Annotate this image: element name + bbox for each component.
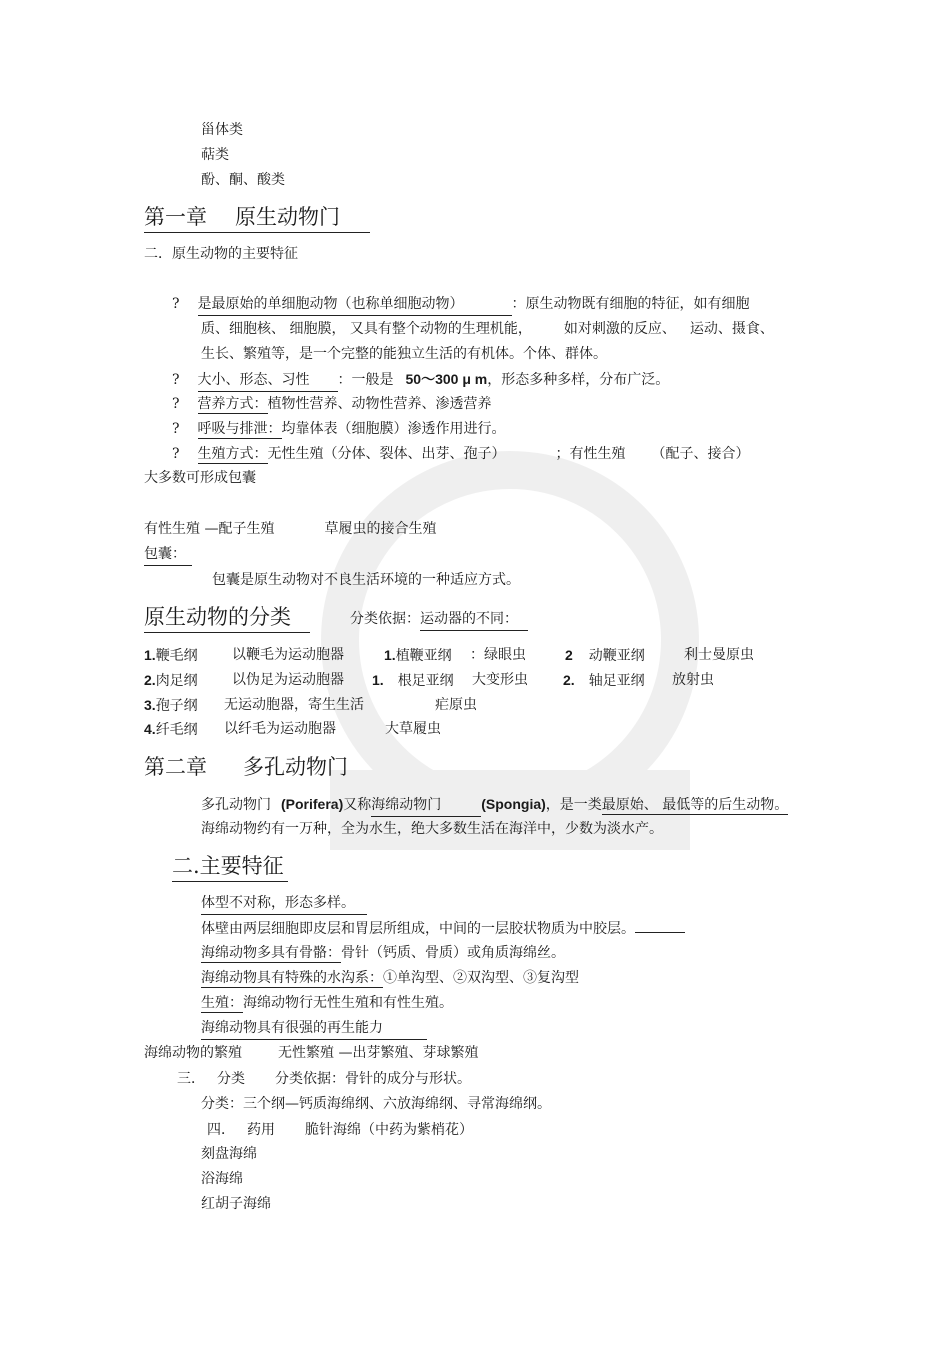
- intro-item: 甾体类: [201, 122, 243, 138]
- example: 放射虫: [672, 672, 714, 688]
- chapter-name: 原生动物门: [235, 205, 340, 229]
- bullet-item: ? 生殖方式：无性生殖（分体、裂体、出芽、孢子） ；有性生殖 （配子、接合）: [172, 446, 750, 462]
- bullet-mark: ?: [172, 372, 180, 388]
- bullet-item: ? 大小、形态、习性 ：一般是 50～300 μ m，形态多种多样，分布广泛。: [172, 369, 669, 392]
- paragraph-line: 生长、繁殖等，是一个完整的能独立生活的有机体。个体、群体。: [201, 346, 607, 362]
- feature-item: 体型不对称，形态多样。: [201, 893, 367, 915]
- chapter-2-intro: 多孔动物门 (Porifera)又称海绵动物门 (Spongia)，是一类最原始、 最低等的后生动物。: [201, 794, 788, 817]
- subclass-1: 1. 根足亚纲: [372, 672, 454, 689]
- class-description: 无运动胞器，寄生生活: [224, 697, 364, 713]
- bullet-item: ? 呼吸与排泄：均靠体表（细胞膜）渗透作用进行。: [172, 421, 506, 437]
- chapter-1-title: [144, 203, 370, 233]
- class-description: 以伪足为运动胞器: [232, 672, 344, 688]
- section-3-heading: 三． 分类 分类依据：骨针的成分与形状。: [177, 1071, 471, 1087]
- size-range: 50～300 μ m: [405, 371, 488, 387]
- classification-row: 3.孢子纲: [144, 697, 198, 714]
- classification-row: 4.纤毛纲: [144, 721, 198, 738]
- chapter-name: 多孔动物门: [243, 755, 348, 779]
- bullet-mark: ?: [172, 421, 180, 437]
- section-4-heading: 四． 药用 脆针海绵（中药为紫梢花）: [207, 1122, 473, 1138]
- subclass-1: 1.植鞭亚纲: [384, 647, 452, 664]
- bullet-mark: ?: [172, 296, 180, 312]
- classification-row: 2.肉足纲: [144, 672, 198, 689]
- feature-item: 海绵动物具有很强的再生能力: [201, 1018, 427, 1040]
- bullet-mark: ?: [172, 396, 180, 412]
- paragraph-line: 质、细胞核、 细胞膜， 又具有整个动物的生理机能， 如对刺激的反应、 运动、摄食、: [201, 321, 774, 337]
- bullet-item: ? 营养方式：植物性营养、动物性营养、渗透营养: [172, 396, 492, 412]
- reproduction-line: 海绵动物的繁殖 无性繁殖 —出芽繁殖、芽球繁殖: [144, 1045, 479, 1061]
- term: 呼吸与排泄：: [197, 421, 282, 437]
- subclass-2: 2. 轴足亚纲: [563, 672, 645, 689]
- feature-item: 生殖：海绵动物行无性生殖和有性生殖。: [201, 995, 453, 1011]
- paragraph-line: 海绵动物约有一万种，全为水生，绝大多数生活在海洋中，少数为淡水产。: [201, 821, 663, 837]
- features-title: 二.主要特征: [172, 852, 288, 882]
- drug-item: 浴海绵: [201, 1171, 243, 1187]
- intro-item: 萜类: [201, 147, 229, 163]
- definition: ：原生动物既有细胞的特征，如有细胞: [511, 296, 750, 312]
- example: 大变形虫: [472, 672, 528, 688]
- example: 大草履虫: [385, 721, 441, 737]
- term: 营养方式：: [197, 396, 268, 412]
- bullet-item: [172, 294, 750, 316]
- drug-item: 刻盘海绵: [201, 1146, 257, 1162]
- section-heading: 二．原生动物的主要特征: [144, 246, 298, 262]
- paragraph-line: 大多数可形成包囊: [144, 470, 256, 486]
- term: 生殖方式：: [197, 446, 268, 462]
- paragraph-line: 分类：三个纲—钙质海绵纲、六放海绵纲、寻常海绵纲。: [201, 1096, 551, 1112]
- cyst-label: 包囊：: [144, 544, 192, 566]
- chapter-number: 第一章: [144, 205, 207, 229]
- chapter-number: 第二章: [144, 755, 207, 779]
- example: 利士曼原虫: [684, 647, 754, 663]
- classification-row: 1.鞭毛纲: [144, 647, 198, 664]
- class-description: 以鞭毛为运动胞器: [232, 647, 344, 663]
- classification-basis: 分类依据：运动器的不同：: [350, 609, 528, 631]
- classification-title: 原生动物的分类: [144, 603, 310, 633]
- paragraph-line: 包囊是原生动物对不良生活环境的一种适应方式。: [212, 572, 520, 588]
- feature-item: 海绵动物具有特殊的水沟系：①单沟型、②双沟型、③复沟型: [201, 970, 579, 986]
- intro-item: 酚、酮、酸类: [201, 172, 285, 188]
- example: 疟原虫: [435, 697, 477, 713]
- feature-item: 体壁由两层细胞即皮层和胃层所组成，中间的一层胶状物质为中胶层。: [201, 918, 685, 939]
- bullet-mark: ?: [172, 446, 180, 462]
- example: ：绿眼虫: [470, 647, 526, 663]
- term: 是最原始的单细胞动物（也称单细胞动物）: [198, 294, 512, 316]
- subclass-2: 2 动鞭亚纲: [565, 647, 645, 664]
- chapter-2-title: [144, 753, 348, 781]
- term: 大小、形态、习性: [198, 370, 338, 392]
- drug-item: 红胡子海绵: [201, 1196, 271, 1212]
- class-description: 以纤毛为运动胞器: [224, 721, 336, 737]
- paragraph-line: 有性生殖 —配子生殖 草履虫的接合生殖: [144, 521, 437, 537]
- feature-item: 海绵动物多具有骨骼：骨针（钙质、骨质）或角质海绵丝。: [201, 945, 565, 961]
